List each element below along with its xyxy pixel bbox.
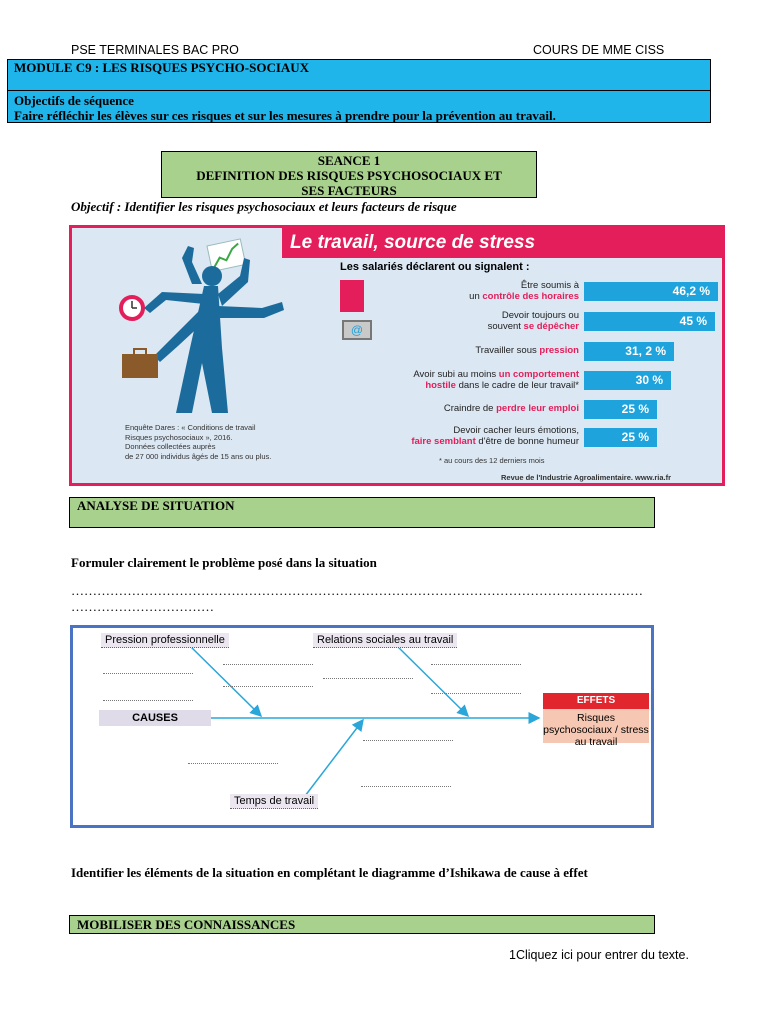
infographic-title: Le travail, source de stress <box>282 228 725 258</box>
stat-bar: 45 % <box>584 312 715 331</box>
infographic-subtitle: Les salariés déclarent ou signalent : <box>340 261 530 273</box>
stat-label: Être soumis à <box>520 280 579 291</box>
analyse-question: Formuler clairement le problème posé dans la situation <box>71 555 377 570</box>
stressed-worker-illustration <box>72 228 292 418</box>
fill-line[interactable] <box>361 786 451 787</box>
objectif-text: Objectif : Identifier les risques psychosociaux et leurs facteurs de risque <box>71 199 457 214</box>
infographic-credit: Revue de l'Industrie Agroalimentaire. www.ria.fr <box>501 473 672 482</box>
infographic-source: Enquête Dares : « Conditions de travail Risques psychosociaux », 2016. Données collectées auprès de 27 000 individus âgés de 15 ans ou plus. <box>125 423 272 461</box>
stat-label: Devoir toujours ou <box>501 310 579 321</box>
ishikawa-diagram <box>70 625 654 828</box>
fill-line[interactable] <box>323 678 413 679</box>
causes-label: CAUSES <box>99 710 211 726</box>
seance-line1: SEANCE 1 <box>317 153 381 168</box>
identifier-text: Identifier les éléments de la situation en complétant le diagramme d’Ishikawa de cause à effet <box>71 865 588 880</box>
objectives-box <box>7 90 711 123</box>
binder-icon <box>340 280 364 312</box>
stat-bar: 30 % <box>584 371 671 390</box>
fill-line[interactable] <box>431 664 521 665</box>
fill-line[interactable] <box>223 664 313 665</box>
effets-label: EFFETS <box>543 693 649 709</box>
analyse-header: ANALYSE DE SITUATION <box>69 497 655 528</box>
fill-line[interactable] <box>103 700 193 701</box>
stress-infographic: @ Le travail, source de stress Les salariés déclarent ou signalent : Être soumis à un contrôle des horaires 46,2 % Devoir toujours ou souvent se dépêcher 45 % Travailler sous pression 31, 2 % Avoir subi au moins un comportement hostile dans le cadre de leur travail* 30 % Craindre de perdre leur emploi 25 % Devoir cacher leurs émotions, faire semblant d'être de bonne humeur 25 % Enquête Dares : « Conditions de travail Risques psychosociaux », 2016. Données collectées auprès de 27 000 individus âgés de 15 ans ou plus. * au cours des 12 derniers mois Revue de l'Industrie Agroalimentaire. www.ria.fr <box>69 225 725 486</box>
seance-box <box>161 151 537 198</box>
answer-dots-line2[interactable]: …………………………… <box>71 599 214 614</box>
header-left: PSE TERMINALES BAC PRO <box>71 43 239 57</box>
answer-dots-line1[interactable]: …………………………………………………………………………………………………………………… <box>71 583 643 598</box>
fill-line[interactable] <box>363 740 453 741</box>
cause-pression: Pression professionnelle <box>101 633 229 648</box>
cause-temps: Temps de travail <box>230 794 318 809</box>
module-title: MODULE C9 : LES RISQUES PSYCHO-SOCIAUX <box>14 60 310 75</box>
module-title-box <box>7 59 711 91</box>
stat-bar: 46,2 % <box>584 282 718 301</box>
header-right: COURS DE MME CISS <box>533 43 665 57</box>
stat-bar: 25 % <box>584 400 657 419</box>
seance-line2: DEFINITION DES RISQUES PSYCHOSOCIAUX ET <box>196 168 502 183</box>
mobiliser-header: MOBILISER DES CONNAISSANCES <box>69 915 655 934</box>
objectives-label: Objectifs de séquence <box>14 93 134 108</box>
cause-relations: Relations sociales au travail <box>313 633 457 648</box>
fill-line[interactable] <box>223 686 313 687</box>
infographic-note: * au cours des 12 derniers mois <box>439 456 545 465</box>
seance-line3: SES FACTEURS <box>301 183 397 198</box>
effets-body: Risques psychosociaux / stress au travail <box>543 709 649 743</box>
fill-line[interactable] <box>103 673 193 674</box>
laptop-icon: @ <box>342 320 372 340</box>
footer-placeholder[interactable]: 1Cliquez ici pour entrer du texte. <box>509 948 689 962</box>
stat-bar: 31, 2 % <box>584 342 674 361</box>
stat-bar: 25 % <box>584 428 657 447</box>
fill-line[interactable] <box>188 763 278 764</box>
objectives-text: Faire réfléchir les élèves sur ces risques et sur les mesures à prendre pour la prévention au travail. <box>14 108 556 123</box>
fill-line[interactable] <box>431 693 521 694</box>
